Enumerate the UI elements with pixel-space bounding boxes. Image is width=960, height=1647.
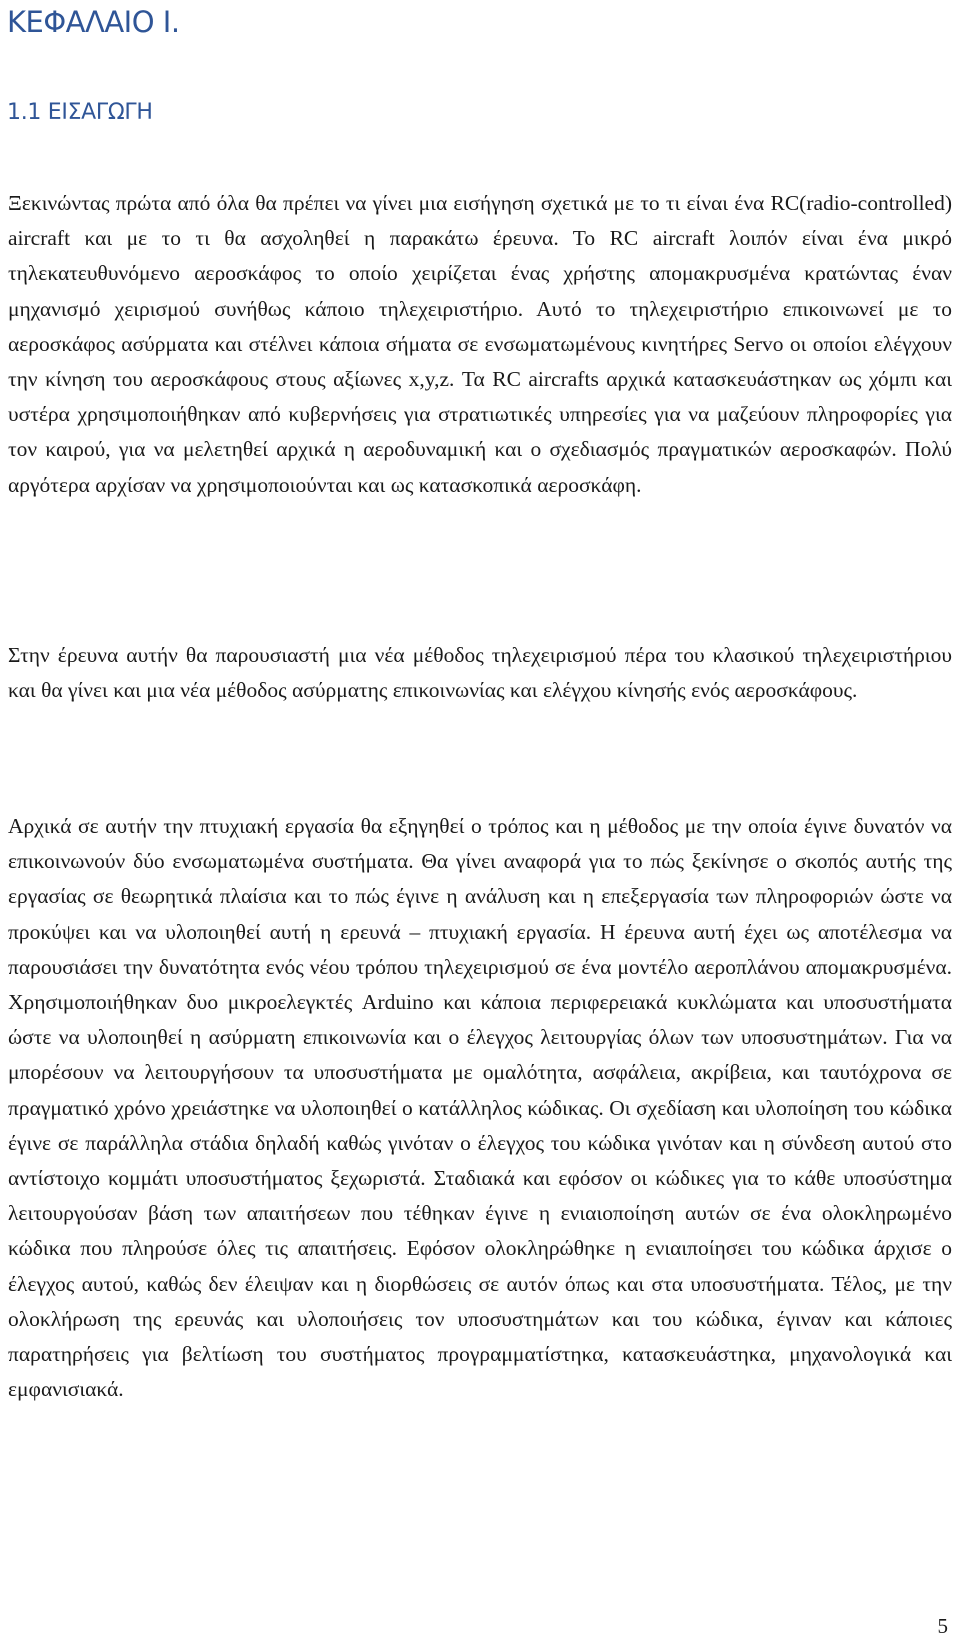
paragraph-method: Στην έρευνα αυτήν θα παρουσιαστή μια νέα μέθοδος τηλεχειρισμού πέρα του κλασικού τηλεχειριστήριου και θα γίνει και μια νέα μέθοδος ασύρματης επικοινωνίας και ελέγχου κίνησής ενός αεροσκάφους. (8, 643, 952, 703)
chapter-title: ΚΕΦΑΛΑΙΟ Ι. (7, 5, 180, 39)
page-number: 5 (937, 1614, 948, 1638)
section-title: 1.1 ΕΙΣΑΓΩΓΗ (7, 100, 153, 125)
paragraph-intro: Ξεκινώντας πρώτα από όλα θα πρέπει να γίνει μια εισήγηση σχετικά με το τι είναι ένα RC(radio-controlled) aircraft και με το τι θα ασχοληθεί η παρακάτω έρευνα. Το RC aircraft λοιπόν είναι ένα μικρό τηλεκατευθυνόμενο αεροσκάφος το οποίο χειρίζεται ένας χρήστης απομακρυσμένα κρατώντας έναν μηχανισμό χειρισμού συνήθως κάποιο τηλεχειριστήριο. Αυτό το τηλεχειριστήριο επικοινωνεί με το αεροσκάφος ασύρματα και στέλνει κάποια σήματα σε ενσωματωμένους κινητήρες Servo οι οποίοι ελέγχουν την κίνηση του αεροσκάφους στους αξίωνες x,y,z. Τα RC aircrafts αρχικά κατασκευάστηκαν ως χόμπι και υστέρα χρησιμοποιήθηκαν από κυβερνήσεις για στρατιωτικές υπηρεσίες για να μαζεύουν πληροφορίες για τον καιρού, για να μελετηθεί αρχικά η αεροδυναμική και ο σχεδιασμός πραγματικών αεροσκαφών. Πολύ αργότερα αρχίσαν να χρησιμοποιούνται και ως κατασκοπικά αεροσκάφη. (8, 191, 952, 497)
paragraph-overview: Αρχικά σε αυτήν την πτυχιακή εργασία θα εξηγηθεί ο τρόπος και η μέθοδος με την οποία έγινε δυνατόν να επικοινωνούν δύο ενσωματωμένα συστήματα. Θα γίνει αναφορά για το πώς ξεκίνησε ο σκοπός αυτής της εργασίας σε θεωρητικά πλαίσια και το πώς έγινε η ανάλυση και η επεξεργασία των πληροφοριών ώστε να προκύψει και να υλοποιηθεί αυτή η ερευνά – πτυχιακή εργασία. Η έρευνα αυτή έχει ως αποτέλεσμα να παρουσιάσει την δυνατότητα ενός νέου τρόπου τηλεχειρισμού σε ένα μοντέλο αεροπλάνου απομακρυσμένα. Χρησιμοποιήθηκαν δυο μικροελεγκτές Arduino και κάποια περιφερειακά κυκλώματα και υποσυστήματα ώστε να υλοποιηθεί η ασύρματη επικοινωνία και ο έλεγχος λειτουργίας όλων των υποσυστημάτων. Για να μπορέσουν να λειτουργήσουν τα υποσυστήματα με ομαλότητα, ασφάλεια, ακρίβεια, και ταυτόχρονα σε πραγματικό χρόνο χρειάστηκε να υλοποιηθεί ο κατάλληλος κώδικας. Οι σχεδίαση και υλοποίηση του κώδικα έγινε σε παράλληλα στάδια δηλαδή καθώς γινόταν ο έλεγχος του κώδικα γινόταν και η σύνδεση αυτού στο αντίστοιχο κομμάτι υποσυστήματος ξεχωριστά. Σταδιακά και εφόσον οι κώδικες για το κάθε υποσύστημα λειτουργούσαν βάση των απαιτήσεων που τέθηκαν έγινε η ενιαιοποίηση αυτών σε ένα ολοκληρωμένο κώδικα που πληρούσε όλες τις απαιτήσεις. Εφόσον ολοκληρώθηκε η ενιαιποίησει του κώδικα άρχισε ο έλεγχος αυτού, καθώς δεν έλειψαν και η διορθώσεις σε αυτόν όπως και στα υποσυστήματα. Τέλος, με την ολοκλήρωση της ερευνάς και υλοποιήσεις τον υποσυστημάτων και του κώδικα, έγιναν και κάποιες παρατηρήσεις για βελτίωση του συστήματος προγραμματίστηκα, κατασκευάστηκα, μηχανολογικά και εμφανισιακά. (8, 814, 952, 1402)
